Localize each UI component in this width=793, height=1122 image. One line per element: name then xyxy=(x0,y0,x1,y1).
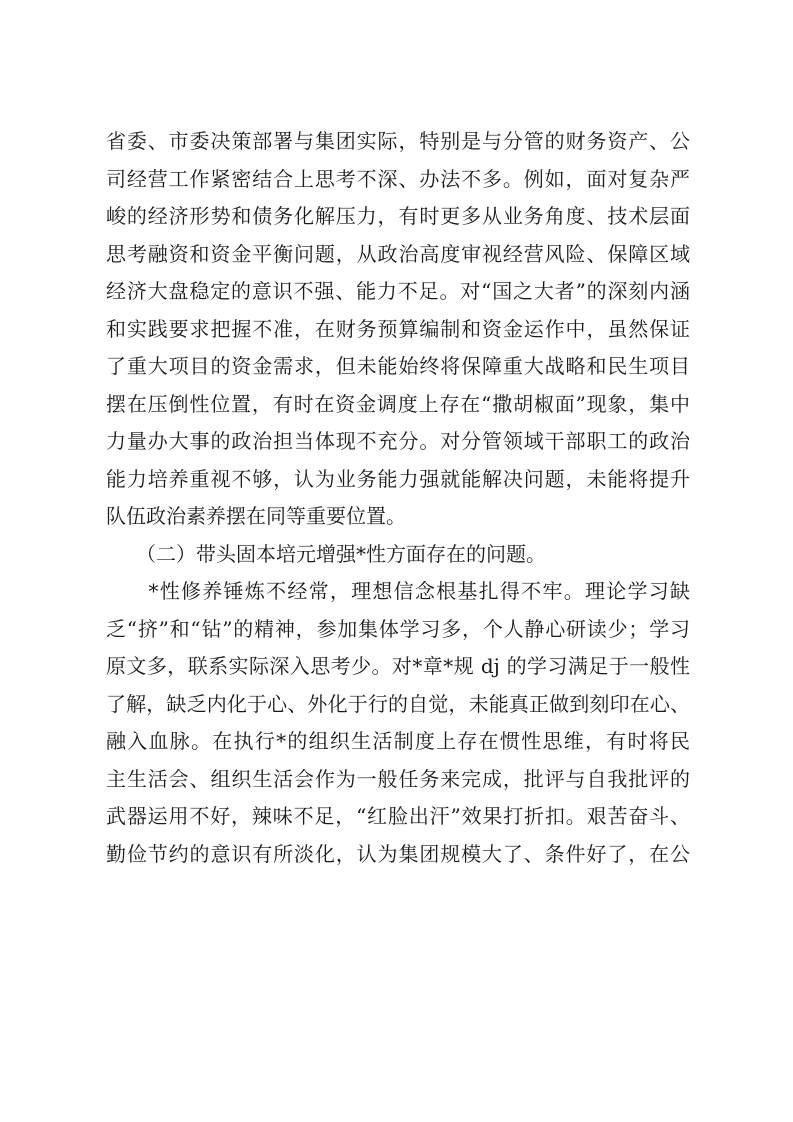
document-body xyxy=(106,123,690,873)
text-line: 乏“挤”和“钻”的精神，参加集体学习多，个人静心研读少；学习 xyxy=(106,616,690,641)
text-line: 思考融资和资金平衡问题，从政治高度审视经营风险、保障区域 xyxy=(106,241,690,266)
text-line: 原文多，联系实际深入思考少。对*章*规 dj 的学习满足于一般性 xyxy=(106,654,690,678)
text-line: 经济大盘稳定的意识不强、能力不足。对“国之大者”的深刻内涵 xyxy=(106,279,690,303)
text-line: 摆在压倒性位置，有时在资金调度上存在“撒胡椒面”现象，集中 xyxy=(106,391,690,416)
section-heading: （二）带头固本培元增强*性方面存在的问题。 xyxy=(106,541,546,566)
text-line: 峻的经济形势和债务化解压力，有时更多从业务角度、技术层面 xyxy=(106,204,690,228)
text-line: *性修养锤炼不经常，理想信念根基扎得不牢。理论学习缺 xyxy=(106,579,690,603)
text-line: 省委、市委决策部署与集团实际，特别是与分管的财务资产、公 xyxy=(106,129,690,153)
text-line: 融入血脉。在执行*的组织生活制度上存在惯性思维，有时将民 xyxy=(106,729,690,753)
text-line: 司经营工作紧密结合上思考不深、办法不多。例如，面对复杂严 xyxy=(106,166,690,191)
text-line: 主生活会、组织生活会作为一般任务来完成，批评与自我批评的 xyxy=(106,766,690,791)
text-line: 能力培养重视不够，认为业务能力强就能解决问题，未能将提升 xyxy=(106,466,690,491)
text-line: 了解，缺乏内化于心、外化于行的自觉，未能真正做到刻印在心、 xyxy=(106,691,690,716)
paragraph-end-line: 队伍政治素养摆在同等重要位置。 xyxy=(106,504,406,528)
text-line: 勤俭节约的意识有所淡化，认为集团规模大了、条件好了，在公 xyxy=(106,841,690,866)
text-line: 了重大项目的资金需求，但未能始终将保障重大战略和民生项目 xyxy=(106,354,690,378)
text-line: 和实践要求把握不准，在财务预算编制和资金运作中，虽然保证 xyxy=(106,316,690,341)
text-line: 武器运用不好，辣味不足，“红脸出汗”效果打折扣。艰苦奋斗、 xyxy=(106,804,690,828)
text-line: 力量办大事的政治担当体现不充分。对分管领域干部职工的政治 xyxy=(106,429,690,453)
